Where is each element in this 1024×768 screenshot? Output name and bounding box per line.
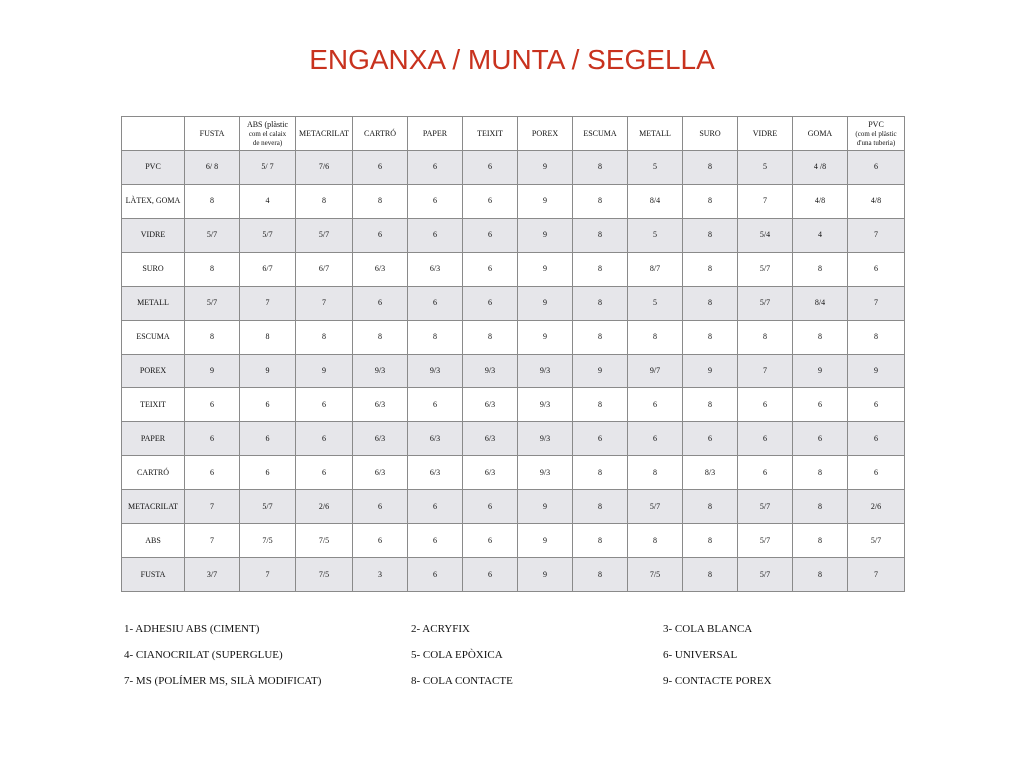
column-header: [408, 117, 463, 151]
table-cell: 6: [296, 422, 353, 456]
table-cell: 5/7: [240, 218, 296, 252]
table-cell: 6: [353, 286, 408, 320]
table-cell: 6: [353, 151, 408, 185]
table-cell: 8: [628, 456, 683, 490]
table-cell: 8: [573, 218, 628, 252]
table-cell: 7: [738, 184, 793, 218]
table-cell: 9/3: [353, 354, 408, 388]
table-cell: 6: [240, 422, 296, 456]
table-cell: 8/4: [628, 184, 683, 218]
table-cell: 6: [683, 422, 738, 456]
table-cell: 5/7: [738, 524, 793, 558]
column-header-line: CARTRÓ: [364, 128, 396, 138]
table-cell: 8: [573, 456, 628, 490]
table-cell: 5/7: [848, 524, 905, 558]
table-cell: 7: [240, 558, 296, 592]
table-cell: 7/5: [240, 524, 296, 558]
table-cell: 5/7: [738, 558, 793, 592]
table-cell: 9/3: [408, 354, 463, 388]
table-cell: 6: [848, 422, 905, 456]
table-cell: 8: [683, 252, 738, 286]
table-row: [122, 286, 905, 320]
table-cell: 9: [185, 354, 240, 388]
column-header-line: PVC: [868, 119, 884, 129]
table-cell: 6: [296, 388, 353, 422]
table-cell: 6: [463, 524, 518, 558]
table-cell: 6: [738, 456, 793, 490]
table-cell: 5: [738, 151, 793, 185]
table-cell: 8: [573, 151, 628, 185]
row-header: TEIXIT: [122, 388, 185, 422]
row-header: PAPER: [122, 422, 185, 456]
legend-item: 5- COLA EPÒXICA: [411, 649, 503, 661]
table-row: [122, 354, 905, 388]
legend-item: 8- COLA CONTACTE: [411, 675, 513, 687]
table-cell: 8: [848, 320, 905, 354]
table-cell: 5/4: [738, 218, 793, 252]
table-cell: 9: [793, 354, 848, 388]
column-header: [518, 117, 573, 151]
table-cell: 9: [518, 252, 573, 286]
table-cell: 2/6: [848, 490, 905, 524]
table-cell: 8: [353, 184, 408, 218]
table-cell: 9: [518, 490, 573, 524]
table-cell: 6: [408, 151, 463, 185]
table-cell: 9: [518, 524, 573, 558]
table-cell: 5/7: [628, 490, 683, 524]
table-cell: 6: [408, 490, 463, 524]
table-cell: 7: [738, 354, 793, 388]
table-cell: 5/7: [296, 218, 353, 252]
table-row: [122, 184, 905, 218]
legend-item: 2- ACRYFIX: [411, 623, 470, 635]
table-cell: 8: [793, 558, 848, 592]
table-cell: 8: [793, 456, 848, 490]
table-cell: 6: [848, 252, 905, 286]
table-cell: 5/7: [185, 286, 240, 320]
legend-item: 3- COLA BLANCA: [663, 623, 753, 635]
column-header-line: ESCUMA: [583, 128, 617, 138]
column-header: [353, 117, 408, 151]
column-header-line: METACRILAT: [298, 128, 350, 138]
table-cell: 6/3: [353, 456, 408, 490]
table-cell: 8/3: [683, 456, 738, 490]
table-cell: 6: [463, 286, 518, 320]
table-cell: 8: [353, 320, 408, 354]
table-cell: 9: [848, 354, 905, 388]
row-header: CARTRÓ: [122, 456, 185, 490]
table-cell: 8: [683, 286, 738, 320]
table-cell: 8: [628, 320, 683, 354]
column-header: [296, 117, 353, 151]
row-header: METALL: [122, 286, 185, 320]
table-cell: 8: [683, 490, 738, 524]
table-cell: 9/3: [463, 354, 518, 388]
table-cell: 8: [573, 524, 628, 558]
adhesive-compatibility-table: [121, 116, 905, 592]
row-header: FUSTA: [122, 558, 185, 592]
table-cell: 4/8: [848, 184, 905, 218]
table-cell: 7: [848, 558, 905, 592]
table-cell: 9/3: [518, 422, 573, 456]
table-cell: 6/3: [463, 422, 518, 456]
table-cell: 5: [628, 151, 683, 185]
table-cell: 6: [463, 558, 518, 592]
table-cell: 5/7: [738, 252, 793, 286]
table-cell: 7: [185, 524, 240, 558]
table-header-row: [122, 117, 905, 151]
table-cell: 8: [573, 490, 628, 524]
table-cell: 7: [296, 286, 353, 320]
legend-item: 9- CONTACTE POREX: [663, 675, 772, 687]
table-cell: 6: [353, 218, 408, 252]
table-cell: 8: [185, 320, 240, 354]
table-cell: 9: [573, 354, 628, 388]
column-header: [738, 117, 793, 151]
table-cell: 6: [408, 286, 463, 320]
column-header-line: ABS (plàstic: [246, 119, 289, 129]
row-header: SURO: [122, 252, 185, 286]
table-cell: 8: [573, 286, 628, 320]
column-header: [628, 117, 683, 151]
table-cell: 9: [518, 218, 573, 252]
table-cell: 6: [463, 218, 518, 252]
table-cell: 5/7: [738, 490, 793, 524]
column-header-line: POREX: [531, 128, 559, 138]
table-row: [122, 456, 905, 490]
page-title: ENGANXA / MUNTA / SEGELLA: [309, 44, 715, 75]
table-cell: 8: [793, 524, 848, 558]
table-cell: 6/3: [353, 252, 408, 286]
table-cell: 4/8: [793, 184, 848, 218]
table-cell: 9: [518, 320, 573, 354]
table-cell: 7: [848, 286, 905, 320]
table-body: [122, 151, 905, 592]
table-cell: 7/5: [296, 558, 353, 592]
table-row: [122, 422, 905, 456]
table-cell: 6: [408, 558, 463, 592]
table-cell: 4 /8: [793, 151, 848, 185]
table-cell: 9: [518, 558, 573, 592]
table-cell: 6: [463, 184, 518, 218]
table-row: [122, 388, 905, 422]
table-cell: 9/3: [518, 456, 573, 490]
table-cell: 6: [408, 218, 463, 252]
table-cell: 6/3: [408, 252, 463, 286]
column-header-line: TEIXIT: [477, 128, 503, 138]
table-row: [122, 320, 905, 354]
table-cell: 6: [240, 456, 296, 490]
table-cell: 8: [738, 320, 793, 354]
table-cell: 6/3: [408, 456, 463, 490]
table-cell: 8: [628, 524, 683, 558]
table-row: [122, 218, 905, 252]
table-cell: 8: [573, 558, 628, 592]
table-cell: 8: [683, 218, 738, 252]
table-cell: 9: [518, 286, 573, 320]
table-cell: 5/7: [240, 490, 296, 524]
table-cell: 8: [573, 252, 628, 286]
table-cell: 7/5: [296, 524, 353, 558]
table-cell: 8: [793, 320, 848, 354]
table-cell: 8: [185, 252, 240, 286]
column-header-line: PAPER: [422, 128, 448, 138]
table-cell: 8/4: [793, 286, 848, 320]
table-cell: 6/7: [296, 252, 353, 286]
column-header-line: GOMA: [807, 128, 833, 138]
table-cell: 6: [848, 388, 905, 422]
table-cell: 2/6: [296, 490, 353, 524]
table-cell: 4: [793, 218, 848, 252]
table-cell: 8: [683, 558, 738, 592]
table-cell: 9: [240, 354, 296, 388]
table-cell: 8: [296, 184, 353, 218]
column-header: [240, 117, 296, 151]
row-header: VIDRE: [122, 218, 185, 252]
table-cell: 7/5: [628, 558, 683, 592]
column-header-line: METALL: [639, 128, 671, 138]
table-cell: 8: [793, 490, 848, 524]
table-cell: 6/3: [463, 456, 518, 490]
column-header: [683, 117, 738, 151]
row-header: LÀTEX, GOMA: [122, 184, 185, 218]
legend-item: 7- MS (POLÍMER MS, SILÀ MODIFICAT): [124, 675, 322, 687]
table-cell: 5/7: [738, 286, 793, 320]
column-header-line: (com el plàstic: [855, 129, 897, 138]
table-cell: 6: [573, 422, 628, 456]
table-cell: 8: [408, 320, 463, 354]
table-cell: 8: [573, 388, 628, 422]
table-cell: 8: [683, 320, 738, 354]
table-cell: 6: [848, 456, 905, 490]
corner-cell: [122, 117, 185, 151]
table-cell: 9/3: [518, 354, 573, 388]
table-row: [122, 490, 905, 524]
table-cell: 8: [793, 252, 848, 286]
column-header-line: de nevera): [252, 138, 283, 147]
table-cell: 3/7: [185, 558, 240, 592]
table-cell: 6/3: [408, 422, 463, 456]
table-cell: 6: [793, 388, 848, 422]
table-cell: 7/6: [296, 151, 353, 185]
table-cell: 9: [518, 184, 573, 218]
table-cell: 8: [683, 151, 738, 185]
legend-item: 4- CIANOCRILAT (SUPERGLUE): [124, 649, 283, 661]
table-cell: 6/7: [240, 252, 296, 286]
table-cell: 6: [793, 422, 848, 456]
table-cell: 6: [408, 524, 463, 558]
legend-item: 1- ADHESIU ABS (CIMENT): [124, 623, 260, 635]
table-cell: 8: [573, 320, 628, 354]
column-header: [573, 117, 628, 151]
table-cell: 8: [240, 320, 296, 354]
table-cell: 5: [628, 286, 683, 320]
table-cell: 3: [353, 558, 408, 592]
table-cell: 6: [848, 151, 905, 185]
table-cell: 6: [185, 456, 240, 490]
table-cell: 8: [296, 320, 353, 354]
column-header-line: com el calaix: [248, 129, 287, 138]
table-cell: 4: [240, 184, 296, 218]
table-cell: 8: [683, 184, 738, 218]
table-cell: 8: [683, 388, 738, 422]
table-cell: 8: [573, 184, 628, 218]
legend-item: 6- UNIVERSAL: [663, 649, 738, 661]
table-cell: 6: [408, 184, 463, 218]
table-cell: 6: [628, 422, 683, 456]
row-header: PVC: [122, 151, 185, 185]
table-cell: 6: [185, 388, 240, 422]
table-cell: 6: [185, 422, 240, 456]
table-row: [122, 524, 905, 558]
table-row: [122, 558, 905, 592]
column-header-line: VIDRE: [752, 128, 778, 138]
table-cell: 5: [628, 218, 683, 252]
row-header: POREX: [122, 354, 185, 388]
table-cell: 8: [463, 320, 518, 354]
table-cell: 6: [408, 388, 463, 422]
row-header: METACRILAT: [122, 490, 185, 524]
column-header: [463, 117, 518, 151]
table-cell: 6/ 8: [185, 151, 240, 185]
table-cell: 6: [738, 422, 793, 456]
table-cell: 5/7: [185, 218, 240, 252]
table-row: [122, 252, 905, 286]
table-cell: 8: [683, 524, 738, 558]
table-cell: 5/ 7: [240, 151, 296, 185]
adhesive-legend: [124, 622, 904, 688]
column-header-line: d'una tuberia): [856, 138, 896, 147]
table-cell: 8/7: [628, 252, 683, 286]
table-cell: 6: [240, 388, 296, 422]
row-header: ESCUMA: [122, 320, 185, 354]
column-header-line: FUSTA: [199, 128, 225, 138]
table-cell: 6: [738, 388, 793, 422]
table-cell: 9/3: [518, 388, 573, 422]
table-cell: 9: [683, 354, 738, 388]
table-cell: 9: [296, 354, 353, 388]
table-cell: 6: [463, 490, 518, 524]
table-cell: 9/7: [628, 354, 683, 388]
table-cell: 6: [353, 490, 408, 524]
table-cell: 6: [463, 252, 518, 286]
row-header: ABS: [122, 524, 185, 558]
table-cell: 7: [848, 218, 905, 252]
table-cell: 8: [185, 184, 240, 218]
table-cell: 7: [240, 286, 296, 320]
table-cell: 6: [296, 456, 353, 490]
column-header: [793, 117, 848, 151]
table-cell: 6/3: [353, 388, 408, 422]
table-cell: 6: [463, 151, 518, 185]
table-cell: 9: [518, 151, 573, 185]
table-row: [122, 151, 905, 185]
table-cell: 7: [185, 490, 240, 524]
table-cell: 6/3: [353, 422, 408, 456]
table-cell: 6: [353, 524, 408, 558]
table-cell: 6/3: [463, 388, 518, 422]
column-header-line: SURO: [699, 128, 721, 138]
column-header: [848, 117, 905, 151]
table-cell: 6: [628, 388, 683, 422]
column-header: [185, 117, 240, 151]
